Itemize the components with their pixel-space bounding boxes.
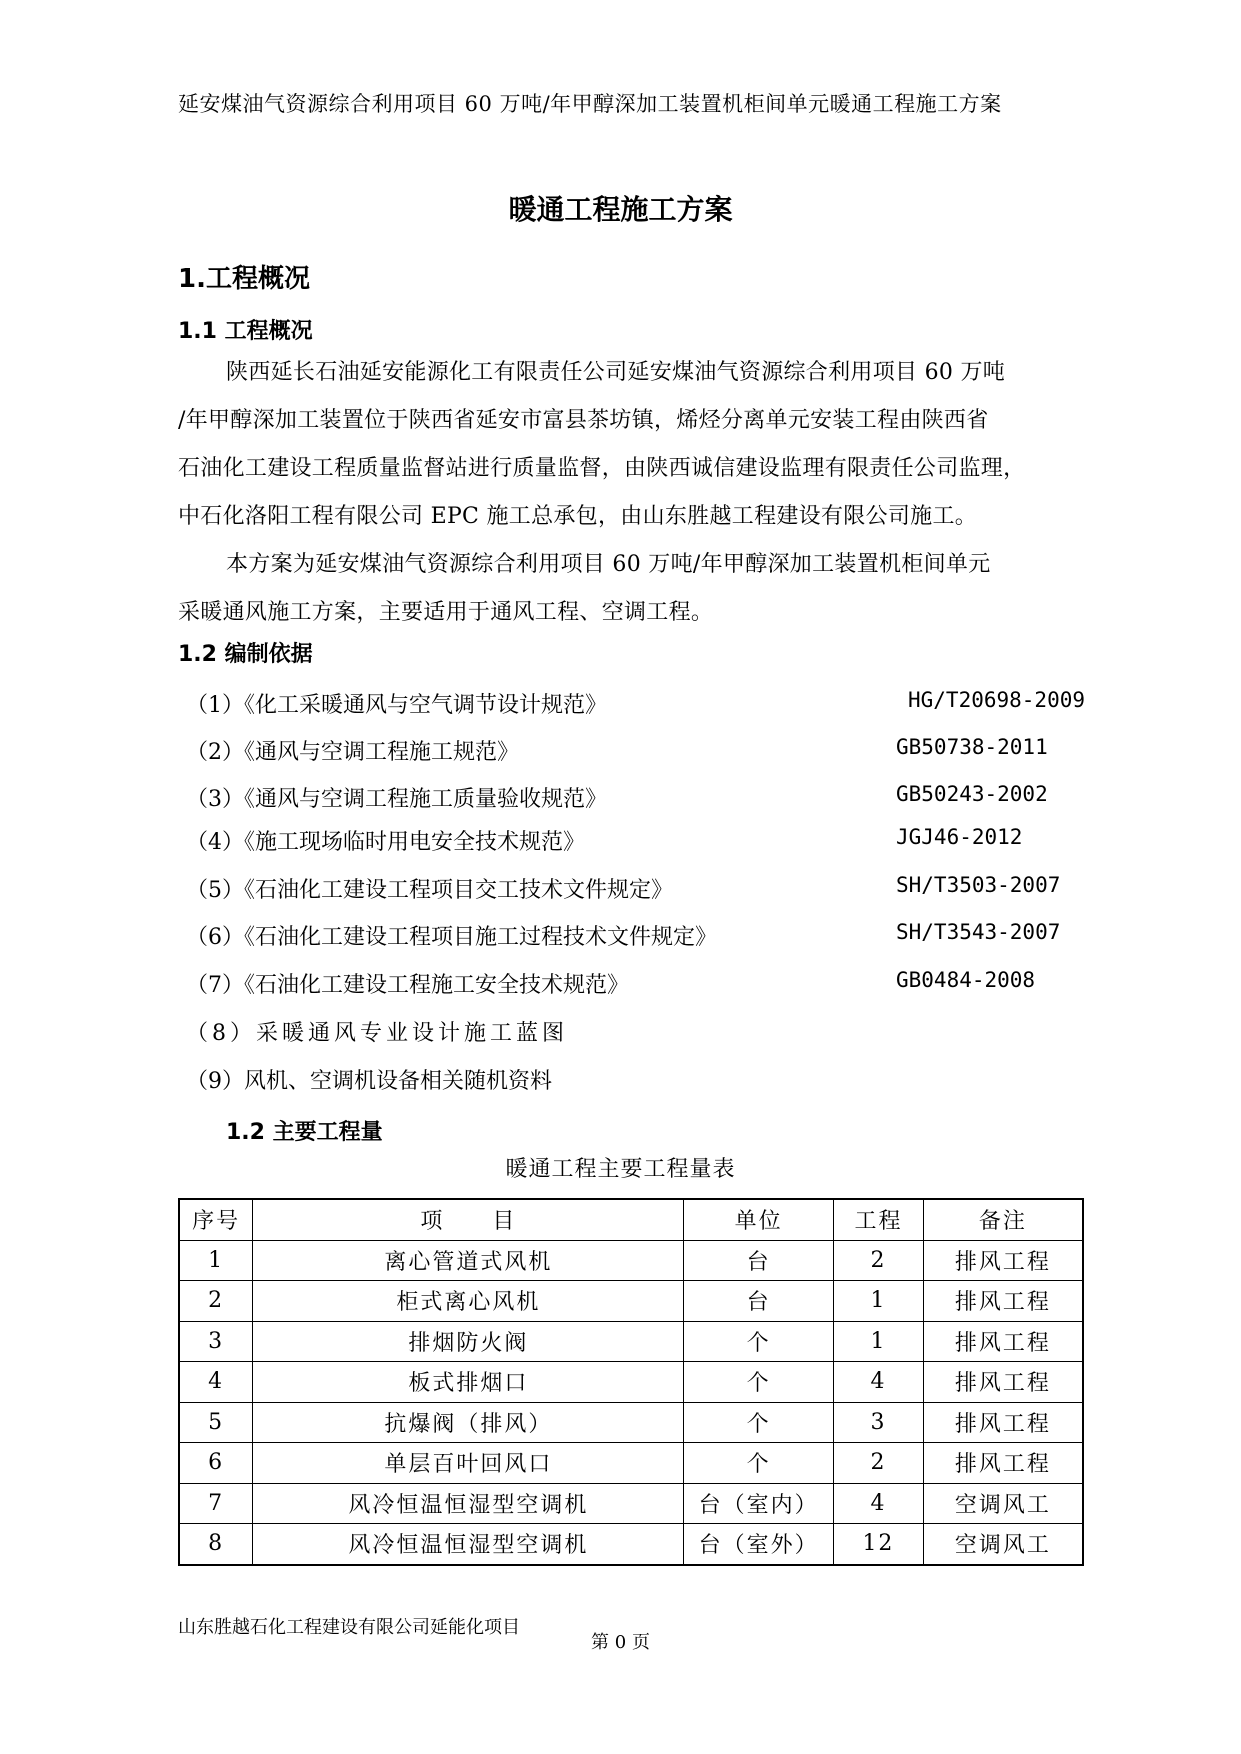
table-cell: 柜式离心风机 <box>253 1281 684 1322</box>
section-heading: 1.工程概况 <box>178 264 310 294</box>
table-cell: 5 <box>179 1402 253 1443</box>
table-cell: 台（室内） <box>684 1483 834 1524</box>
table-cell: 板式排烟口 <box>253 1362 684 1403</box>
paragraph-line: 陕西延长石油延安能源化工有限责任公司延安煤油气资源综合利用项目 60 万吨 <box>226 360 1006 385</box>
paragraph-line: 本方案为延安煤油气资源综合利用项目 60 万吨/年甲醇深加工装置机柜间单元 <box>226 552 991 577</box>
table-cell: 排烟防火阀 <box>253 1321 684 1362</box>
table-cell: 4 <box>179 1362 253 1403</box>
table-cell: 1 <box>179 1240 253 1281</box>
table-cell: 离心管道式风机 <box>253 1240 684 1281</box>
table-cell: 6 <box>179 1443 253 1484</box>
table-cell: 台（室外） <box>684 1524 834 1565</box>
document-title: 暖通工程施工方案 <box>508 193 733 226</box>
reference-title: （4）《施工现场临时用电安全技术规范》 <box>186 830 585 855</box>
reference-item <box>186 1016 1086 1046</box>
table-cell: 4 <box>834 1483 924 1524</box>
reference-code: GB50243-2002 <box>896 782 1048 806</box>
table-row <box>179 1321 1083 1362</box>
table-cell: 1 <box>834 1321 924 1362</box>
table-cell: 空调风工 <box>923 1524 1083 1565</box>
header-cell: 项 目 <box>253 1199 684 1240</box>
table-cell: 排风工程 <box>923 1402 1083 1443</box>
subsection-heading-quantities: 1.2 主要工程量 <box>226 1120 383 1145</box>
table-row <box>179 1402 1083 1443</box>
table-cell: 7 <box>179 1483 253 1524</box>
reference-code: SH/T3503-2007 <box>896 873 1061 897</box>
reference-item <box>186 968 1086 998</box>
table-cell: 个 <box>684 1362 834 1403</box>
table-row <box>179 1362 1083 1403</box>
table-cell: 3 <box>834 1402 924 1443</box>
header-cell: 序号 <box>179 1199 253 1240</box>
paragraph-line: 中石化洛阳工程有限公司 EPC 施工总承包，由山东胜越工程建设有限公司施工。 <box>178 504 978 529</box>
table-cell: 排风工程 <box>923 1443 1083 1484</box>
reference-title: （7）《石油化工建设工程施工安全技术规范》 <box>186 973 629 998</box>
table-cell: 单层百叶回风口 <box>253 1443 684 1484</box>
table-cell: 空调风工 <box>923 1483 1083 1524</box>
reference-item <box>186 873 1086 903</box>
table-cell: 排风工程 <box>923 1240 1083 1281</box>
reference-title: （6）《石油化工建设工程项目施工过程技术文件规定》 <box>186 925 717 950</box>
table-cell: 8 <box>179 1524 253 1565</box>
table-cell: 个 <box>684 1443 834 1484</box>
table-cell: 2 <box>834 1240 924 1281</box>
table-cell: 2 <box>179 1281 253 1322</box>
reference-title: （9）风机、空调机设备相关随机资料 <box>186 1069 552 1094</box>
reference-item <box>186 688 1086 718</box>
subsection-heading-overview: 1.1 工程概况 <box>178 319 313 344</box>
header-cell: 备注 <box>923 1199 1083 1240</box>
reference-item <box>186 735 1086 765</box>
table-cell: 排风工程 <box>923 1321 1083 1362</box>
table-cell: 抗爆阀（排风） <box>253 1402 684 1443</box>
reference-code: HG/T20698-2009 <box>908 688 1086 712</box>
table-cell: 排风工程 <box>923 1281 1083 1322</box>
quantities-table <box>178 1198 1084 1566</box>
footer-company: 山东胜越石化工程建设有限公司延能化项目 <box>178 1617 520 1638</box>
reference-title: （8）采暖通风专业设计施工蓝图 <box>186 1021 568 1046</box>
paragraph-line: 采暖通风施工方案，主要适用于通风工程、空调工程。 <box>178 600 714 625</box>
reference-title: （5）《石油化工建设工程项目交工技术文件规定》 <box>186 878 673 903</box>
header-cell: 单位 <box>684 1199 834 1240</box>
table-cell: 台 <box>684 1281 834 1322</box>
table-row <box>179 1483 1083 1524</box>
reference-item <box>186 1064 1086 1094</box>
table-row <box>179 1281 1083 1322</box>
table-cell: 风冷恒温恒湿型空调机 <box>253 1524 684 1565</box>
reference-title: （3）《通风与空调工程施工质量验收规范》 <box>186 787 607 812</box>
table-cell: 个 <box>684 1402 834 1443</box>
reference-code: GB50738-2011 <box>896 735 1048 759</box>
table-cell: 12 <box>834 1524 924 1565</box>
footer-page-number: 第 0 页 <box>591 1632 650 1653</box>
subsection-heading-basis: 1.2 编制依据 <box>178 642 313 667</box>
table-cell: 台 <box>684 1240 834 1281</box>
reference-title: （2）《通风与空调工程施工规范》 <box>186 740 519 765</box>
table-header-row <box>179 1199 1083 1240</box>
table-caption: 暖通工程主要工程量表 <box>505 1157 736 1182</box>
reference-title: （1）《化工采暖通风与空气调节设计规范》 <box>186 693 607 718</box>
table-cell: 4 <box>834 1362 924 1403</box>
reference-item <box>186 825 1086 855</box>
table-cell: 1 <box>834 1281 924 1322</box>
table-row <box>179 1443 1083 1484</box>
reference-code: SH/T3543-2007 <box>896 920 1061 944</box>
table-cell: 3 <box>179 1321 253 1362</box>
table-row <box>179 1524 1083 1565</box>
reference-code: JGJ46-2012 <box>896 825 1023 849</box>
table-cell: 风冷恒温恒湿型空调机 <box>253 1483 684 1524</box>
reference-code: GB0484-2008 <box>896 968 1036 992</box>
table-row <box>179 1240 1083 1281</box>
reference-item <box>186 920 1086 950</box>
table-cell: 排风工程 <box>923 1362 1083 1403</box>
paragraph-line: 石油化工建设工程质量监督站进行质量监督，由陕西诚信建设监理有限责任公司监理， <box>178 456 1026 481</box>
table-cell: 个 <box>684 1321 834 1362</box>
running-header: 延安煤油气资源综合利用项目 60 万吨/年甲醇深加工装置机柜间单元暖通工程施工方案 <box>178 92 1002 116</box>
header-cell: 工程 <box>834 1199 924 1240</box>
table-cell: 2 <box>834 1443 924 1484</box>
reference-item <box>186 782 1086 812</box>
paragraph-line: /年甲醇深加工装置位于陕西省延安市富县茶坊镇，烯烃分离单元安装工程由陕西省 <box>178 408 989 433</box>
